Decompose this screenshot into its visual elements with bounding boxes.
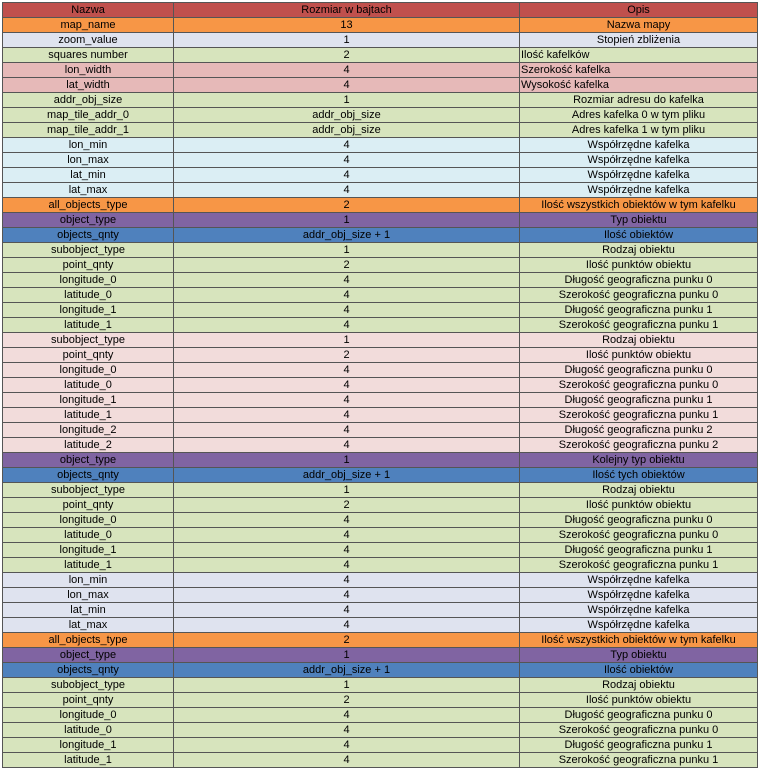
cell-name[interactable]: longitude_0 — [3, 513, 174, 528]
table-row — [3, 123, 758, 138]
cell-desc[interactable]: Ilość punktów obiektu — [520, 498, 758, 513]
cell-desc[interactable]: Szerokość geograficzna punku 1 — [520, 408, 758, 423]
cell-size[interactable]: 4 — [174, 513, 520, 528]
cell-size[interactable]: 1 — [174, 333, 520, 348]
cell-size[interactable]: 2 — [174, 348, 520, 363]
cell-desc[interactable]: Współrzędne kafelka — [520, 168, 758, 183]
table-row — [3, 183, 758, 198]
cell-desc[interactable]: Szerokość geograficzna punku 0 — [520, 378, 758, 393]
cell-size[interactable]: 4 — [174, 288, 520, 303]
table-row — [3, 108, 758, 123]
cell-name[interactable]: latitude_0 — [3, 288, 174, 303]
header-cell-desc[interactable]: Opis — [520, 3, 758, 18]
cell-desc[interactable]: Ilość punktów obiektu — [520, 348, 758, 363]
cell-size[interactable]: 1 — [174, 243, 520, 258]
cell-name[interactable]: longitude_0 — [3, 273, 174, 288]
cell-name[interactable]: point_qnty — [3, 348, 174, 363]
table-row — [3, 423, 758, 438]
cell-size[interactable]: 1 — [174, 483, 520, 498]
table-row — [3, 273, 758, 288]
cell-name[interactable]: point_qnty — [3, 258, 174, 273]
cell-desc[interactable]: Współrzędne kafelka — [520, 618, 758, 633]
cell-name[interactable]: latitude_1 — [3, 318, 174, 333]
cell-name[interactable]: squares number — [3, 48, 174, 63]
cell-name[interactable]: lon_min — [3, 138, 174, 153]
cell-size[interactable]: addr_obj_size + 1 — [174, 663, 520, 678]
cell-name[interactable]: longitude_1 — [3, 303, 174, 318]
cell-desc[interactable]: Szerokość geograficzna punku 1 — [520, 318, 758, 333]
cell-size[interactable]: 2 — [174, 258, 520, 273]
table-row — [3, 573, 758, 588]
cell-name[interactable]: latitude_0 — [3, 378, 174, 393]
cell-size[interactable]: 4 — [174, 408, 520, 423]
table-row — [3, 168, 758, 183]
table-row — [3, 78, 758, 93]
cell-size[interactable]: 2 — [174, 633, 520, 648]
cell-name[interactable]: lat_max — [3, 183, 174, 198]
table-row — [3, 483, 758, 498]
cell-name[interactable]: all_objects_type — [3, 633, 174, 648]
cell-name[interactable]: object_type — [3, 453, 174, 468]
cell-size[interactable]: 2 — [174, 498, 520, 513]
table-row — [3, 693, 758, 708]
table-row — [3, 63, 758, 78]
table-row — [3, 603, 758, 618]
cell-size[interactable]: addr_obj_size — [174, 108, 520, 123]
cell-name[interactable]: object_type — [3, 213, 174, 228]
table-row — [3, 153, 758, 168]
cell-size[interactable]: 4 — [174, 603, 520, 618]
cell-name[interactable]: lon_min — [3, 573, 174, 588]
cell-desc[interactable]: Długość geograficzna punku 1 — [520, 303, 758, 318]
cell-size[interactable]: 1 — [174, 93, 520, 108]
cell-desc[interactable]: Ilość obiektów — [520, 663, 758, 678]
cell-name[interactable]: longitude_2 — [3, 423, 174, 438]
cell-desc[interactable]: Rodzaj obiektu — [520, 243, 758, 258]
table-row — [3, 513, 758, 528]
cell-size[interactable]: 4 — [174, 273, 520, 288]
cell-name[interactable]: longitude_0 — [3, 708, 174, 723]
table-row — [3, 213, 758, 228]
table-row — [3, 48, 758, 63]
cell-desc[interactable]: Długość geograficzna punku 0 — [520, 273, 758, 288]
cell-desc[interactable]: Współrzędne kafelka — [520, 153, 758, 168]
cell-name[interactable]: longitude_0 — [3, 363, 174, 378]
table-row — [3, 723, 758, 738]
cell-size[interactable]: 4 — [174, 528, 520, 543]
cell-name[interactable]: addr_obj_size — [3, 93, 174, 108]
table-row — [3, 318, 758, 333]
cell-size[interactable]: 1 — [174, 648, 520, 663]
table-row — [3, 453, 758, 468]
cell-desc[interactable]: Kolejny typ obiektu — [520, 453, 758, 468]
cell-desc[interactable]: Szerokość geograficzna punku 1 — [520, 753, 758, 768]
cell-desc[interactable]: Rodzaj obiektu — [520, 678, 758, 693]
cell-size[interactable]: 4 — [174, 738, 520, 753]
table-row — [3, 738, 758, 753]
table-row — [3, 333, 758, 348]
cell-desc[interactable]: Rodzaj obiektu — [520, 483, 758, 498]
cell-size[interactable]: 4 — [174, 723, 520, 738]
cell-size[interactable]: addr_obj_size — [174, 123, 520, 138]
cell-name[interactable]: subobject_type — [3, 678, 174, 693]
cell-name[interactable]: zoom_value — [3, 33, 174, 48]
cell-name[interactable]: lon_max — [3, 153, 174, 168]
table-row — [3, 348, 758, 363]
cell-name[interactable]: lat_min — [3, 168, 174, 183]
table-row — [3, 198, 758, 213]
cell-desc[interactable]: Szerokość geograficzna punku 0 — [520, 528, 758, 543]
cell-size[interactable]: 4 — [174, 183, 520, 198]
cell-desc[interactable]: Rodzaj obiektu — [520, 333, 758, 348]
cell-size[interactable]: 4 — [174, 138, 520, 153]
header-cell-size[interactable]: Rozmiar w bajtach — [174, 3, 520, 18]
cell-size[interactable]: 4 — [174, 78, 520, 93]
table-row — [3, 498, 758, 513]
cell-name[interactable]: lon_width — [3, 63, 174, 78]
cell-size[interactable]: 1 — [174, 33, 520, 48]
cell-desc[interactable]: Długość geograficzna punku 1 — [520, 738, 758, 753]
cell-name[interactable]: point_qnty — [3, 693, 174, 708]
cell-desc[interactable]: Długość geograficzna punku 1 — [520, 393, 758, 408]
cell-name[interactable]: latitude_0 — [3, 723, 174, 738]
table-row — [3, 558, 758, 573]
table-row — [3, 258, 758, 273]
table-row — [3, 228, 758, 243]
cell-size[interactable]: 1 — [174, 213, 520, 228]
table-row — [3, 663, 758, 678]
cell-desc[interactable]: Szerokość geograficzna punku 2 — [520, 438, 758, 453]
table-row — [3, 363, 758, 378]
table-row — [3, 33, 758, 48]
cell-size[interactable]: 2 — [174, 48, 520, 63]
table-row — [3, 588, 758, 603]
cell-name[interactable]: subobject_type — [3, 483, 174, 498]
cell-desc[interactable]: Współrzędne kafelka — [520, 183, 758, 198]
cell-name[interactable]: lon_max — [3, 588, 174, 603]
cell-desc[interactable]: Współrzędne kafelka — [520, 603, 758, 618]
cell-size[interactable]: 4 — [174, 303, 520, 318]
cell-desc[interactable]: Wysokość kafelka — [520, 78, 758, 93]
cell-name[interactable]: subobject_type — [3, 333, 174, 348]
cell-name[interactable]: objects_qnty — [3, 468, 174, 483]
cell-name[interactable]: lat_min — [3, 603, 174, 618]
cell-name[interactable]: object_type — [3, 648, 174, 663]
table-row — [3, 243, 758, 258]
cell-size[interactable]: 1 — [174, 678, 520, 693]
table-row — [3, 678, 758, 693]
cell-name[interactable]: longitude_1 — [3, 393, 174, 408]
cell-name[interactable]: all_objects_type — [3, 198, 174, 213]
cell-name[interactable]: latitude_2 — [3, 438, 174, 453]
cell-desc[interactable]: Ilość kafelków — [520, 48, 758, 63]
table-row — [3, 438, 758, 453]
table-row — [3, 543, 758, 558]
table-row — [3, 393, 758, 408]
cell-size[interactable]: 4 — [174, 438, 520, 453]
cell-desc[interactable]: Stopień zbliżenia — [520, 33, 758, 48]
table-row — [3, 633, 758, 648]
cell-desc[interactable]: Ilość obiektów — [520, 228, 758, 243]
table-row — [3, 753, 758, 768]
cell-name[interactable]: lat_max — [3, 618, 174, 633]
cell-desc[interactable]: Typ obiektu — [520, 213, 758, 228]
table-row — [3, 138, 758, 153]
table-row — [3, 303, 758, 318]
table-row — [3, 708, 758, 723]
cell-name[interactable]: longitude_1 — [3, 543, 174, 558]
cell-size[interactable]: 4 — [174, 363, 520, 378]
table-row — [3, 408, 758, 423]
cell-name[interactable]: latitude_1 — [3, 558, 174, 573]
cell-size[interactable]: 4 — [174, 588, 520, 603]
cell-size[interactable]: 4 — [174, 543, 520, 558]
table-row — [3, 648, 758, 663]
cell-name[interactable]: latitude_1 — [3, 753, 174, 768]
cell-size[interactable]: 2 — [174, 198, 520, 213]
cell-size[interactable]: addr_obj_size + 1 — [174, 228, 520, 243]
header-cell-name[interactable]: Nazwa — [3, 3, 174, 18]
cell-desc[interactable]: Ilość punktów obiektu — [520, 693, 758, 708]
cell-name[interactable]: point_qnty — [3, 498, 174, 513]
cell-size[interactable]: 4 — [174, 573, 520, 588]
cell-name[interactable]: latitude_0 — [3, 528, 174, 543]
cell-desc[interactable]: Ilość tych obiektów — [520, 468, 758, 483]
cell-desc[interactable]: Szerokość geograficzna punku 0 — [520, 723, 758, 738]
cell-desc[interactable]: Ilość wszystkich obiektów w tym kafelku — [520, 633, 758, 648]
cell-size[interactable]: 4 — [174, 753, 520, 768]
cell-desc[interactable]: Długość geograficzna punku 0 — [520, 513, 758, 528]
cell-name[interactable]: longitude_1 — [3, 738, 174, 753]
cell-size[interactable]: 4 — [174, 378, 520, 393]
table-row — [3, 288, 758, 303]
cell-desc[interactable]: Szerokość geograficzna punku 1 — [520, 558, 758, 573]
cell-desc[interactable]: Adres kafelka 1 w tym pliku — [520, 123, 758, 138]
cell-size[interactable]: 4 — [174, 708, 520, 723]
cell-desc[interactable]: Długość geograficzna punku 0 — [520, 708, 758, 723]
cell-desc[interactable]: Szerokość kafelka — [520, 63, 758, 78]
cell-desc[interactable]: Ilość punktów obiektu — [520, 258, 758, 273]
cell-desc[interactable]: Typ obiektu — [520, 648, 758, 663]
cell-desc[interactable]: Długość geograficzna punku 2 — [520, 423, 758, 438]
cell-size[interactable]: 4 — [174, 168, 520, 183]
table-row — [3, 18, 758, 33]
header-row — [3, 3, 758, 18]
cell-desc[interactable]: Współrzędne kafelka — [520, 573, 758, 588]
table-row — [3, 378, 758, 393]
table-row — [3, 528, 758, 543]
cell-size[interactable]: 4 — [174, 318, 520, 333]
cell-desc[interactable]: Współrzędne kafelka — [520, 138, 758, 153]
cell-size[interactable]: 4 — [174, 618, 520, 633]
cell-size[interactable]: 4 — [174, 153, 520, 168]
cell-name[interactable]: map_tile_addr_1 — [3, 123, 174, 138]
cell-name[interactable]: objects_qnty — [3, 663, 174, 678]
cell-name[interactable]: objects_qnty — [3, 228, 174, 243]
cell-name[interactable]: subobject_type — [3, 243, 174, 258]
cell-size[interactable]: 1 — [174, 453, 520, 468]
cell-size[interactable]: 4 — [174, 63, 520, 78]
cell-size[interactable]: 4 — [174, 393, 520, 408]
cell-name[interactable]: lat_width — [3, 78, 174, 93]
table-row — [3, 618, 758, 633]
cell-size[interactable]: addr_obj_size + 1 — [174, 468, 520, 483]
cell-name[interactable]: map_name — [3, 18, 174, 33]
cell-desc[interactable]: Współrzędne kafelka — [520, 588, 758, 603]
cell-size[interactable]: 2 — [174, 693, 520, 708]
cell-size[interactable]: 13 — [174, 18, 520, 33]
cell-name[interactable]: latitude_1 — [3, 408, 174, 423]
cell-desc[interactable]: Rozmiar adresu do kafelka — [520, 93, 758, 108]
table-row — [3, 468, 758, 483]
cell-size[interactable]: 4 — [174, 423, 520, 438]
table-row — [3, 93, 758, 108]
cell-desc[interactable]: Długość geograficzna punku 1 — [520, 543, 758, 558]
cell-desc[interactable]: Nazwa mapy — [520, 18, 758, 33]
cell-desc[interactable]: Długość geograficzna punku 0 — [520, 363, 758, 378]
cell-size[interactable]: 4 — [174, 558, 520, 573]
cell-name[interactable]: map_tile_addr_0 — [3, 108, 174, 123]
cell-desc[interactable]: Ilość wszystkich obiektów w tym kafelku — [520, 198, 758, 213]
spreadsheet-table — [2, 2, 758, 768]
cell-desc[interactable]: Szerokość geograficzna punku 0 — [520, 288, 758, 303]
cell-desc[interactable]: Adres kafelka 0 w tym pliku — [520, 108, 758, 123]
